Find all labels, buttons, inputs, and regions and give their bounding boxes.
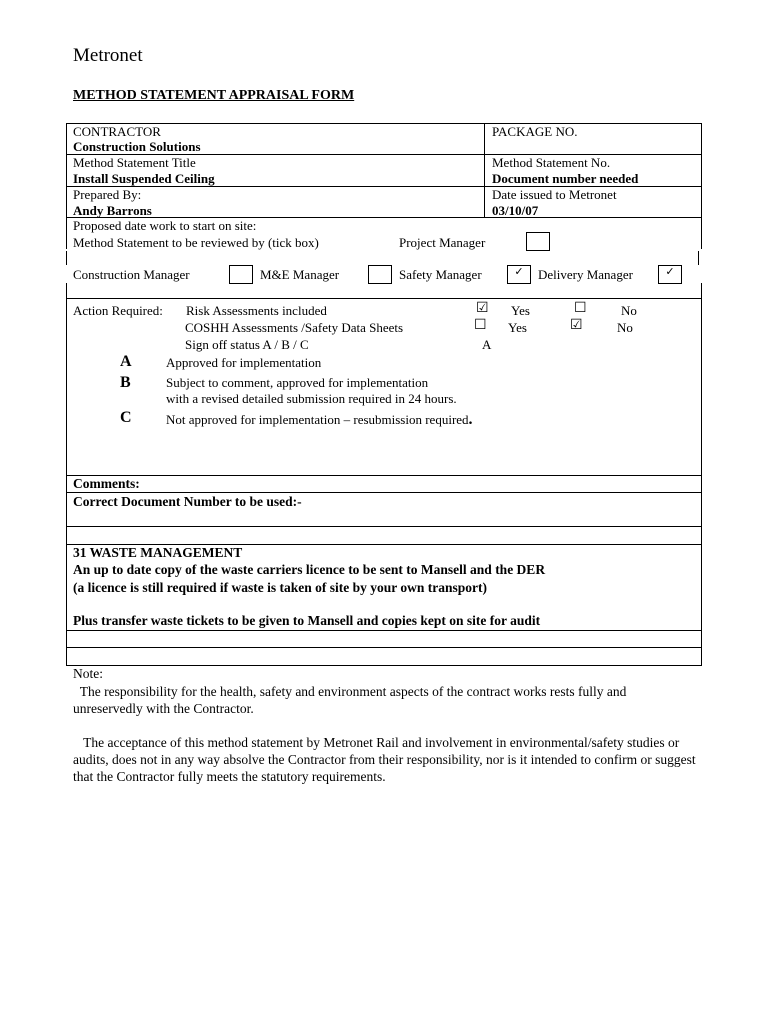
- status-b-letter: B: [120, 374, 131, 391]
- table-column-divider: [484, 123, 485, 218]
- delivery-manager-label: Delivery Manager: [538, 267, 633, 282]
- comments-label: Comments:: [73, 476, 140, 491]
- coshh-no-checkbox[interactable]: ☑: [570, 317, 583, 333]
- coshh-yes-label: Yes: [508, 320, 527, 335]
- waste-line-1: An up to date copy of the waste carriers licence to be sent to Mansell and the DER: [73, 562, 546, 577]
- prepared-label: Prepared By:: [73, 187, 142, 202]
- waste-title: 31 WASTE MANAGEMENT: [73, 545, 243, 560]
- correct-document-note: Correct Document Number to be used:-: [73, 494, 302, 509]
- delivery-manager-checkbox[interactable]: ✓: [658, 265, 682, 284]
- me-manager-label: M&E Manager: [260, 267, 340, 282]
- status-c-text: [166, 410, 473, 429]
- status-b-text-1: Subject to comment, approved for implementation: [166, 375, 429, 390]
- note-paragraph-2: The acceptance of this method statement by Metronet Rail and involvement in environmental/safety studies or audits, does not in any way absolve the Contractor from their responsibility, nor is it intended to confirm or suggest that the Contractor fully meets the statutory requirements.: [73, 735, 700, 784]
- issued-label: Date issued to Metronet: [492, 187, 617, 202]
- me-manager-checkbox[interactable]: [368, 265, 392, 284]
- prepared-value: Andy Barrons: [73, 203, 152, 218]
- construction-manager-checkbox[interactable]: [229, 265, 253, 284]
- issued-value: 03/10/07: [492, 203, 539, 218]
- coshh-label: COSHH Assessments /Safety Data Sheets: [185, 320, 404, 335]
- risk-no-checkbox[interactable]: ☐: [574, 300, 587, 316]
- status-b-text-2: with a revised detailed submission required in 24 hours.: [166, 391, 457, 406]
- coshh-no-label: No: [617, 320, 633, 335]
- reviewed-by-label: Method Statement to be reviewed by (tick box): [73, 235, 319, 250]
- ms-no-label: Method Statement No.: [492, 155, 611, 170]
- risk-no-label: No: [621, 303, 637, 318]
- table-line: [66, 665, 702, 666]
- risk-assessments-label: Risk Assessments included: [186, 303, 327, 318]
- contractor-value: Construction Solutions: [73, 139, 201, 154]
- status-a-text: Approved for implementation: [166, 355, 322, 370]
- table-line: [66, 123, 702, 124]
- table-line: [66, 647, 702, 648]
- safety-manager-label: Safety Manager: [399, 267, 482, 282]
- package-label: PACKAGE NO.: [492, 124, 578, 139]
- table-left-border: [66, 251, 67, 265]
- contractor-label: CONTRACTOR: [73, 124, 161, 139]
- ms-title-value: Install Suspended Ceiling: [73, 171, 215, 186]
- status-c-letter: C: [120, 409, 132, 426]
- project-manager-label: Project Manager: [399, 235, 486, 250]
- table-right-border: [701, 123, 702, 249]
- waste-line-3: Plus transfer waste tickets to be given to Mansell and copies kept on site for audit: [73, 613, 541, 628]
- note-label: Note:: [73, 666, 103, 681]
- form-title: METHOD STATEMENT APPRAISAL FORM: [73, 88, 355, 103]
- status-a-letter: A: [120, 353, 132, 370]
- signoff-label: Sign off status A / B / C: [185, 337, 309, 352]
- action-required-label: Action Required:: [73, 303, 163, 318]
- table-right-border: [701, 283, 702, 666]
- safety-manager-checkbox[interactable]: ✓: [507, 265, 531, 284]
- table-right-border: [698, 251, 699, 265]
- status-c-text-main: Not approved for implementation – resubmission required: [166, 412, 469, 427]
- coshh-yes-checkbox[interactable]: ☐: [474, 317, 487, 333]
- risk-yes-label: Yes: [511, 303, 530, 318]
- ms-title-label: Method Statement Title: [73, 155, 196, 170]
- table-line: [66, 492, 702, 493]
- construction-manager-label: Construction Manager: [73, 267, 190, 282]
- project-manager-checkbox[interactable]: [526, 232, 550, 251]
- table-line: [66, 630, 702, 631]
- note-paragraph-1: The responsibility for the health, safety and environment aspects of the contract works rests fully and unreservedly with the Contractor.: [73, 684, 630, 716]
- ms-no-value: Document number needed: [492, 171, 639, 186]
- signoff-value: A: [482, 337, 492, 352]
- risk-yes-checkbox[interactable]: ☑: [476, 300, 489, 316]
- table-line: [66, 475, 702, 476]
- table-left-border: [66, 283, 67, 666]
- company-name: Metronet: [73, 45, 143, 66]
- waste-line-2: (a licence is still required if waste is taken of site by your own transport): [73, 580, 487, 595]
- proposed-date-label: Proposed date work to start on site:: [73, 218, 257, 233]
- table-line: [66, 526, 702, 527]
- table-line: [66, 298, 702, 299]
- table-left-border: [66, 123, 67, 249]
- status-c-dot: .: [468, 411, 473, 428]
